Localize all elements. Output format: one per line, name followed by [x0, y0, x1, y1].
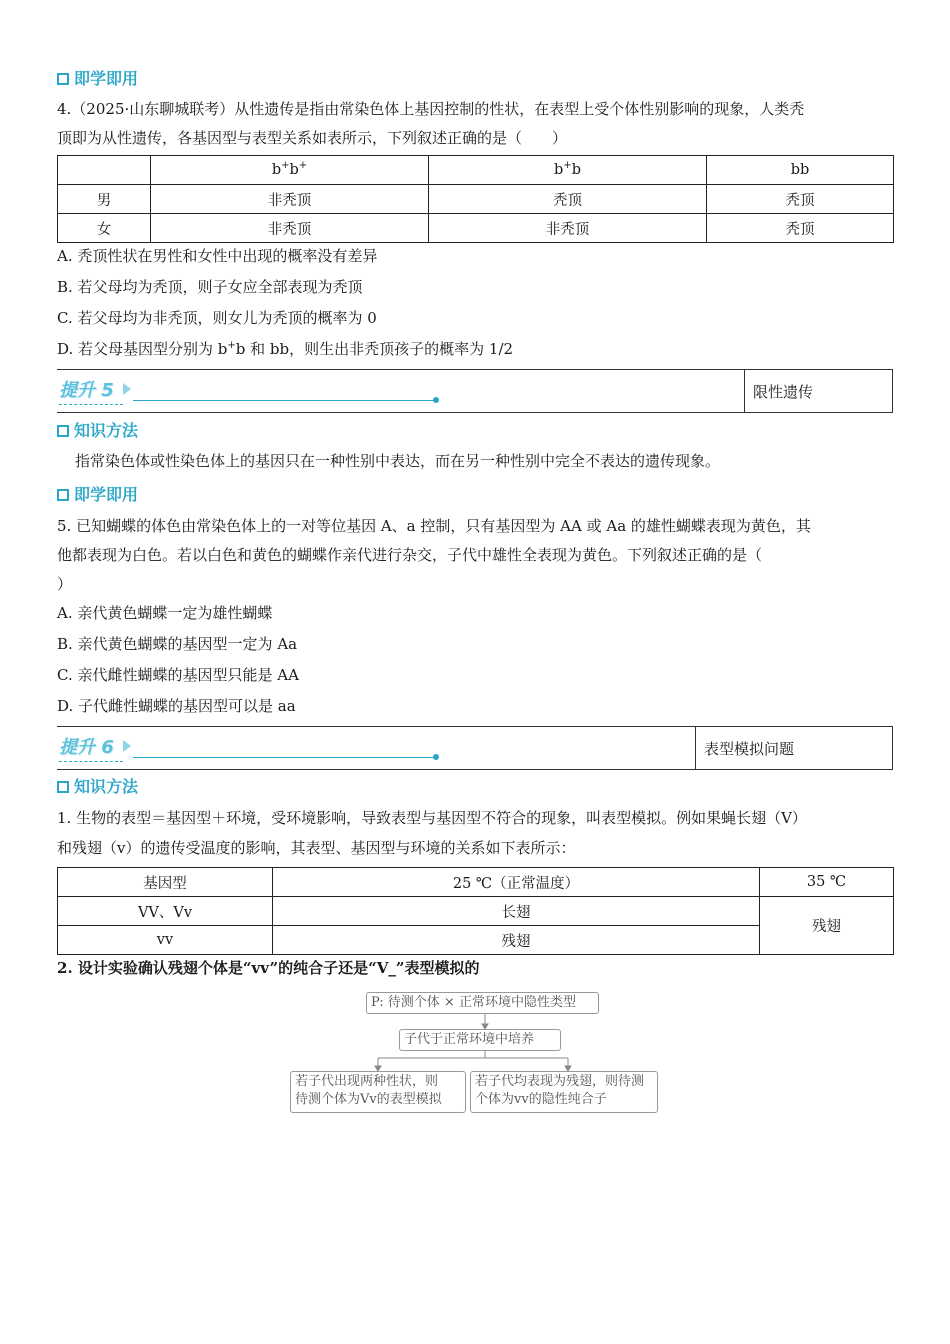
- table-cell: 女: [58, 214, 151, 243]
- table-cell: 长翅: [273, 897, 760, 926]
- table-cell: vv: [58, 926, 273, 955]
- question-4-line1: 4.（2025·山东聊城联考）从性遗传是指由常染色体上基因控制的性状，在表型上受个体性别影响的现象，人类秃: [57, 100, 805, 118]
- q4-option-a: A. 秃顶性状在男性和女性中出现的概率没有差异: [57, 247, 378, 265]
- q5-option-a: A. 亲代黄色蝴蝶一定为雄性蝴蝶: [57, 604, 273, 622]
- table-header-cell: 25 ℃（正常温度）: [273, 868, 760, 897]
- method-line2: 和残翅（v）的遗传受温度的影响，其表型、基因型与环境的关系如下表所示：: [57, 839, 576, 857]
- section-head-method: 知识方法: [57, 777, 138, 797]
- topic-title: 限性遗传: [744, 369, 893, 413]
- table-cell: 秃顶: [707, 214, 894, 243]
- table-header-cell: 基因型: [58, 868, 273, 897]
- q5-option-d: D. 子代雌性蝴蝶的基因型可以是 aa: [57, 697, 296, 715]
- section-head-practice: 即学即用: [57, 485, 138, 505]
- flow-box-cross: P: 待测个体 × 正常环境中隐性类型: [366, 992, 599, 1014]
- flow-box-result-left: 若子代出现两种性状，则 待测个体为Vv的表型模拟: [290, 1071, 466, 1113]
- q5-option-c: C. 亲代雌性蝴蝶的基因型只能是 AA: [57, 666, 299, 684]
- question-4-line2: 顶即为从性遗传，各基因型与表型关系如表所示，下列叙述正确的是（ ）: [57, 129, 568, 147]
- table-header-cell: b+b: [429, 156, 707, 185]
- q4-option-d: D. 若父母基因型分别为 b+b 和 bb，则生出非秃顶孩子的概率为 1/2: [57, 340, 514, 358]
- table-header-cell: 35 ℃: [760, 868, 894, 897]
- flow-box-result-right: 若子代均表现为残翅，则待测 个体为vv的隐性纯合子: [470, 1071, 658, 1113]
- table-cell-merged: 残翅: [760, 897, 894, 955]
- table-cell: 秃顶: [707, 185, 894, 214]
- table-cell: VV、Vv: [58, 897, 273, 926]
- q4-option-c: C. 若父母均为非秃顶，则女儿为秃顶的概率为 0: [57, 309, 377, 327]
- table-cell: 非秃顶: [151, 214, 429, 243]
- method-line3: 2. 设计实验确认残翅个体是“vv”的纯合子还是“V_”表型模拟的: [57, 959, 480, 977]
- q5-option-b: B. 亲代黄色蝴蝶的基因型一定为 Aa: [57, 635, 298, 653]
- table-cell: 男: [58, 185, 151, 214]
- topic-badge: 提升 5: [59, 380, 114, 401]
- topic-badge: 提升 6: [59, 737, 114, 758]
- question-5-line2: 他都表现为白色。若以白色和黄色的蝴蝶作亲代进行杂交，子代中雄性全表现为黄色。下列叙述正确的是（: [57, 546, 763, 564]
- table-header-cell: bb: [707, 156, 894, 185]
- table-cell: 非秃顶: [151, 185, 429, 214]
- table-cell: 残翅: [273, 926, 760, 955]
- q4-option-b: B. 若父母均为秃顶，则子女应全部表现为秃顶: [57, 278, 363, 296]
- table-cell: 秃顶: [429, 185, 707, 214]
- question-5-line3: ）: [57, 575, 73, 593]
- table-cell: 非秃顶: [429, 214, 707, 243]
- method-line1: 1. 生物的表型＝基因型＋环境，受环境影响，导致表型与基因型不符合的现象，叫表型模拟。例如果蝇长翅（V）: [57, 809, 807, 827]
- flow-box-culture: 子代于正常环境中培养: [399, 1029, 561, 1051]
- table-header-cell: b+b+: [151, 156, 429, 185]
- method-text: 指常染色体或性染色体上的基因只在一种性别中表达，而在另一种性别中完全不表达的遗传现象。: [75, 452, 721, 470]
- question-5-line1: 5. 已知蝴蝶的体色由常染色体上的一对等位基因 A、a 控制，只有基因型为 AA 或 Aa 的雄性蝴蝶表现为黄色，其: [57, 517, 811, 535]
- section-head-practice: 即学即用: [57, 69, 138, 89]
- section-head-method: 知识方法: [57, 421, 138, 441]
- topic-title: 表型模拟问题: [695, 726, 893, 770]
